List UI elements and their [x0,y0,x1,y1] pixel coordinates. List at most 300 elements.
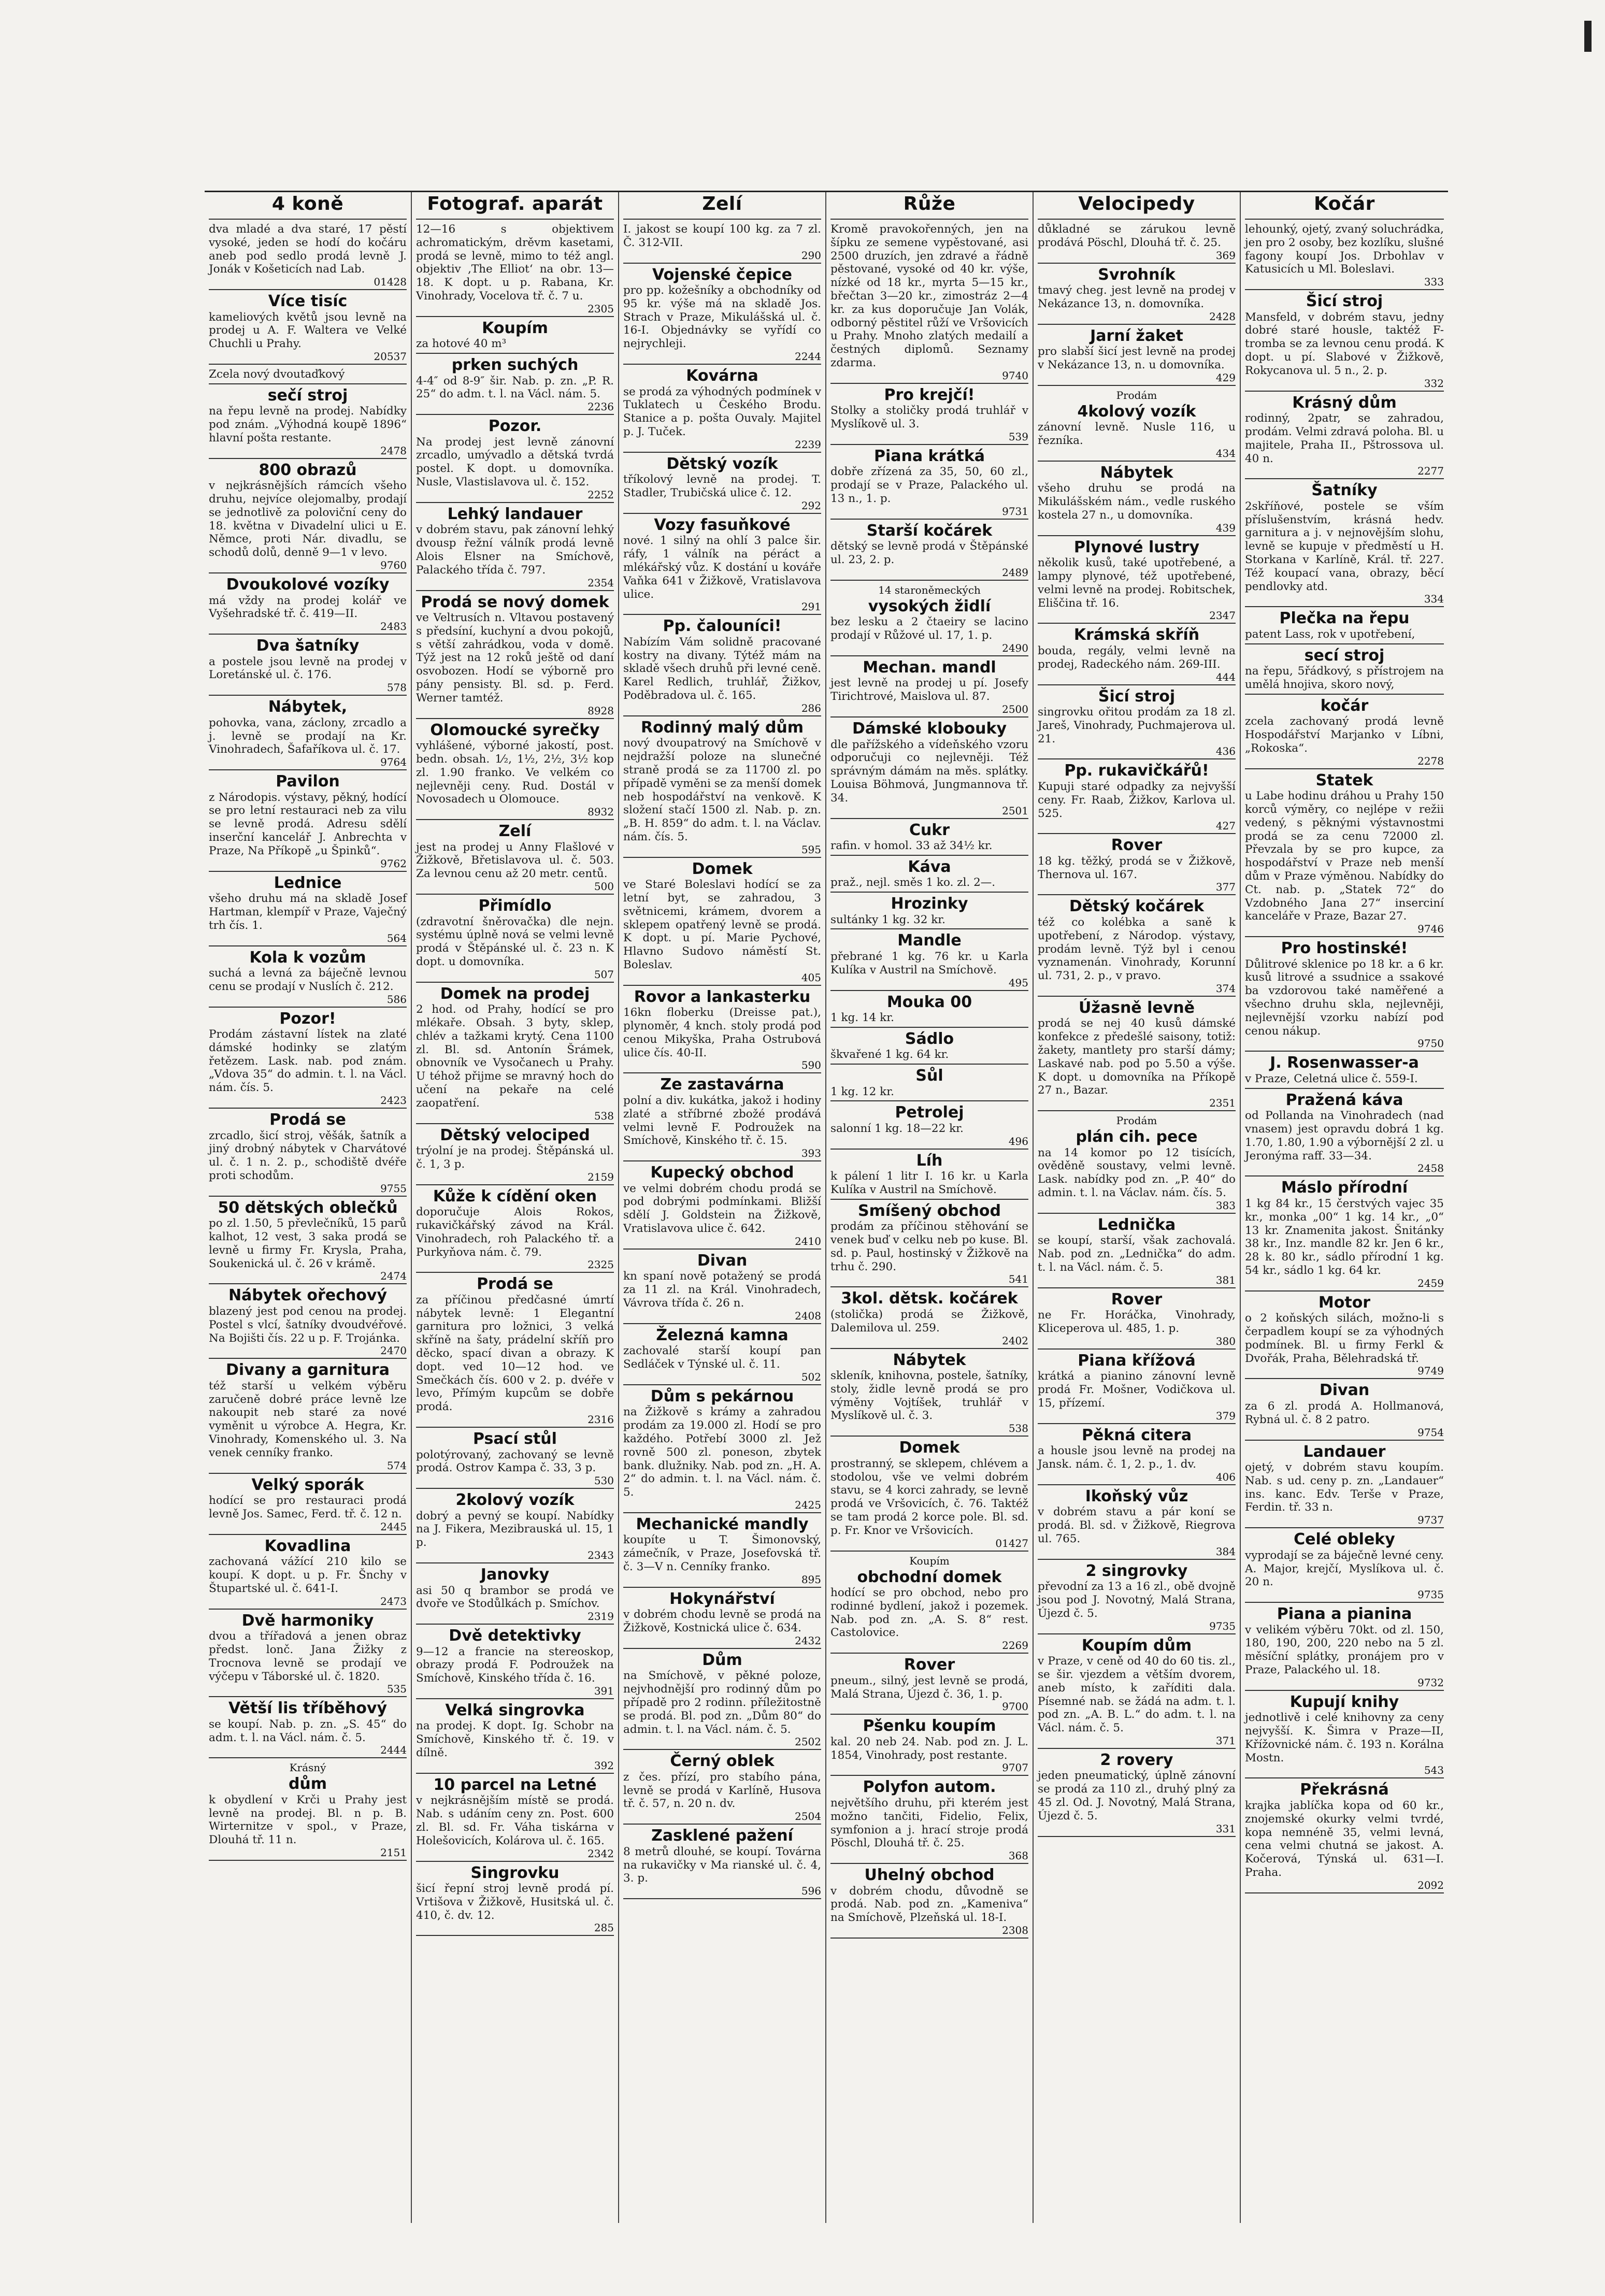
ad-code: 391 [594,1684,614,1697]
ad-code: 2432 [795,1634,821,1647]
ad-code: 285 [594,1921,614,1934]
ad-text: hodící se pro restauraci prodá levně Jos. Samec, Ferd. tř. č. 12 n. [209,1494,407,1520]
ad-title: Domek [899,1439,960,1457]
ad-text: 1 kg. 12 kr. [830,1085,894,1098]
classified-ad [830,448,1028,520]
ad-title: Kůže k cídění oken [433,1187,597,1206]
ad-code: 595 [801,843,821,856]
classified-ad [1038,223,1236,264]
ad-text: k obydlení v Krči u Prahy jest levně na prodej. Bl. n p. B. Wirternitze v spol., v Praze, Dlouhá tř. 11 n. [209,1793,407,1847]
ad-code: 291 [801,600,821,613]
classified-ad [209,1538,407,1610]
ad-code: 2473 [380,1595,407,1608]
ad-title: Jarní žaket [1090,326,1183,345]
ad-label: Prodám [1116,389,1157,401]
ad-code: 9737 [1417,1514,1444,1527]
classified-ad [1038,1000,1236,1111]
ad-text: se koupí, starší, však zachovalá. Nab. pod zn. „Lednička“ do adm. t. l. na Václ. nám. č. 5. [1038,1234,1236,1274]
ad-title: Rover [904,1656,955,1674]
ad-code: 380 [1215,1334,1236,1347]
ad-code: 377 [1215,881,1236,894]
ad-title: Olomoucké syrečky [430,721,600,739]
ad-title: Pšenku koupím [863,1717,996,1735]
ad-title: J. Rosenwasser-a [1270,1054,1419,1072]
ad-code: 379 [1215,1409,1236,1422]
ad-code: 2092 [1417,1878,1444,1891]
ad-text: (stolička) prodá se Žižkově, Dalemilova ul. 259. [830,1308,1028,1334]
ad-text: od Pollanda na Vinohradech (nad vnasem) jest opravdu dobrá 1 kg. 1.70, 1.80, 1.90 a výbornější 2 zl. u Jeronýma raff. 33—34. [1245,1109,1444,1163]
ad-title: Vozy fasuňkové [654,515,791,534]
classified-ad [830,1440,1028,1551]
ad-text: tříkolový levně na prodej. T. Stadler, Trubičská ulice č. 12. [623,473,821,500]
ad-title: Lednice [274,873,342,892]
ad-title: Psací stůl [473,1430,557,1448]
classified-ad [830,932,1028,991]
ad-text: I. jakost se koupí 100 kg. za 7 zl. Č. 312-VII. [623,223,821,249]
ad-title: Pozor. [488,417,542,436]
classified-ad [623,1253,821,1324]
ad-text: na řepu, 5řádkový, s přístrojem na umělá hnojiva, skoro nový, [1245,665,1444,692]
classified-ad [1245,482,1444,607]
column-2 [412,192,619,2223]
ad-code: 2502 [795,1735,821,1748]
ad-code: 2408 [795,1309,821,1322]
ad-text: prostranný, se sklepem, chlévem a stodolou, vše ve velmi dobrém stavu, se 4 korci zahrady, se levně prodá ve Vršovicích, č. 76. Taktéž se tam prodá 2 korce pole. Bl. sd. p. Fr. Knor ve Vršovicích. [830,1457,1028,1537]
ad-text: ve Staré Boleslavi hodící se za letní byt, se zahradou, 3 světnicemi, krámem, dvorem a sklepem opatřený levně se prodá. K dopt. u pí. Marie Pychové, Hlavno Sudovo náměstí St. Boleslav. [623,878,821,971]
ad-title: Svrohník [1098,265,1176,284]
classified-ad [416,1865,614,1936]
ad-title: Kupecký obchod [650,1164,794,1182]
ad-text: důkladné se zárukou levně prodává Pöschl, Dlouhá tř. č. 25. [1038,223,1236,249]
ad-code: 9762 [380,857,407,870]
ad-title: Pp. rukavičkářů! [1064,762,1209,780]
ad-code: 2474 [380,1270,407,1283]
ad-text: jeden pneumatický, úplně zánovní se prodá za 110 zl., druhý plný za 45 zl. Od. J. Novotný, Malá Strana, Újezd č. 5. [1038,1769,1236,1823]
ad-title: Velká singrovka [445,1701,585,1719]
ad-title: Janovky [480,1566,550,1584]
classified-ad [1245,217,1444,220]
classified-ad [209,388,407,459]
classified-ad [830,1290,1028,1348]
ad-text: 8 metrů dlouhé, se koupí. Továrna na rukavičky v Ma rianské ul. č. 4, 3. p. [623,1845,821,1885]
ad-text: sultánky 1 kg. 32 kr. [830,913,946,926]
ad-title: obchodní domek [857,1568,1002,1586]
classified-ad [416,722,614,820]
ad-text: rodinný, 2patr, se zahradou, prodám. Velmi zdravá poloha. Bl. u majitele, Praha II., Pštrossova ul. 40 n. [1245,412,1444,465]
classified-ad [1245,1055,1444,1088]
ad-code: 2269 [1002,1639,1028,1652]
classified-ad [1038,688,1236,760]
ad-title: Dětský kočárek [1069,897,1205,916]
ad-title: Cukr [909,821,950,839]
classified-ad [209,368,407,384]
ad-code: 9732 [1417,1676,1444,1689]
ad-code: 2402 [1002,1334,1028,1347]
ad-title: Statek [1315,771,1373,790]
classified-ad [416,1628,614,1699]
classified-ad [1038,627,1236,685]
classified-ad [209,1613,407,1698]
ad-text: 2skříňové, postele se vším příslušenstvím, krásná hedv. garnitura a j. v nejnovějším slohu, levně se kupuje v předměstí u H. Storkana v Karlíně, Král. tř. 227. Též koupací vana, obrazy, běcí pendlovky atd. [1245,499,1444,593]
ad-title: Kovárna [686,367,758,385]
classified-ad [1245,1180,1444,1291]
ad-title: Šicí stroj [1306,292,1383,311]
classified-ad [1245,223,1444,290]
ad-code: 895 [801,1573,821,1586]
ad-code: 332 [1424,377,1444,390]
ad-title: 4kolový vozík [1077,402,1196,421]
ad-text: k pálení 1 litr I. 16 kr. u Karla Kulíka v Austril na Smíchově. [830,1170,1028,1196]
ad-code: 9700 [1002,1700,1028,1713]
ad-text: u Labe hodinu dráhou u Prahy 150 korců výměry, co nejlépe v režii vedený, s pěknými výstavnostmi prodá se za cenu 72000 zl. Převzala by se pro kupce, za hospodářství v Praze neb menší dům v Praze výměnou. Nabídky do Ct. nab. p. „Statek 72“ do Vzdobného Jana 27“ inserciní kanceláře v Praze, Bazar 27. [1245,790,1444,923]
ad-text: v Praze, v ceně od 40 do 60 tis. zl., se šir. vjezdem a větším dvorem, aneb místo, k zaříditi dala. Písemné nab. se žádá na adm. t. l. pod zn. „A. B. L.“ do adm. t. l. na Václ. nám. č. 5. [1038,1655,1236,1735]
ad-text: za 6 zl. prodá A. Hollmanová, Rybná ul. č. 8 2 patro. [1245,1399,1444,1426]
ad-text: Kupuji staré odpadky za nejvyšší ceny. Fr. Raab, Žižkov, Karlova ul. 525. [1038,780,1236,820]
ad-title: Úžasně levně [1079,998,1195,1017]
ad-text: polní a div. kukátka, jakož i hodiny zlaté a stříbrné zbožé prodává velmi levně F. Podroužek na Smíchově, Kinského tř. č. 15. [623,1094,821,1147]
classified-ad [830,1555,1028,1654]
ad-title: prken suchých [451,356,579,375]
ad-title: Máslo přírodní [1281,1179,1408,1197]
ad-title: Landauer [1303,1442,1386,1461]
ad-code: 2305 [587,302,614,315]
classified-ad [209,1700,407,1758]
ad-code: 496 [1008,1135,1028,1147]
classified-ad [830,1867,1028,1939]
ad-code: 2410 [795,1235,821,1247]
ad-text: z čes. přízí, pro stabího pána, levně se prodá v Karlíně, Husova tř. č. 57, n. 20 n. dv. [623,1770,821,1811]
ad-title: Dámské klobouky [852,720,1007,738]
ad-text: jednotlivě i celé knihovny za ceny nejvyšší. K. Šimra v Praze—II, Křížovnické nám. č. 193 n. Korálna Mostn. [1245,1711,1444,1764]
classified-ad [209,293,407,365]
ad-text: v dobrém chodu levně se prodá na Žižkově, Kostnická ulice č. 634. [623,1608,821,1635]
classified-ad [1245,648,1444,695]
ad-code: 392 [594,1759,614,1772]
classified-ad [209,462,407,573]
ad-title: Dům [702,1651,742,1669]
ad-text: praž., nejl. směs 1 ko. zl. 2—. [830,876,996,889]
ad-label: Koupím [909,1554,950,1567]
column-5 [1034,192,1241,2223]
ad-title: Plynové lustry [1073,538,1200,556]
ad-text: vyprodají se za báječně levné ceny. A. Major, krejčí, Myslíkova ul. č. 20 n. [1245,1548,1444,1589]
ad-title: Domek na prodej [440,984,590,1003]
ad-text: ve velmi dobrém chodu prodá se pod dobrými podmínkami. Bližší sdělí J. Goldstein na Žižkově, Vratislavova ulice č. 642. [623,1182,821,1236]
ad-text: z Národopis. výstavy, pěkný, hodící se pro letní restauraci neb za vilu se levně prodá. Adresu sdělí inserční kancelář J. Anbrechta v Praze, Na Příkopě „u Špinků“. [209,791,407,857]
ad-title: 2kolový vozík [455,1491,575,1510]
ad-title: 2 singrovky [1085,1561,1188,1580]
classified-ad [623,720,821,858]
classified-ad [1245,610,1444,644]
classified-ad [1038,1752,1236,1837]
ad-text: dva mladé a dva staré, 17 pěstí vysoké, jeden se hodí do kočáru aneb pod sedlo prodá levně J. Jonák v Košeticích nad Lab. [209,223,407,276]
ad-code: 2504 [795,1810,821,1823]
classified-ad [623,618,821,716]
ad-title: Domek [692,859,753,878]
ad-title: dům [288,1775,327,1793]
classified-ad [1038,1563,1236,1634]
classified-ad [1245,1531,1444,1603]
ad-code: 381 [1215,1273,1236,1286]
ad-title: Uhelný obchod [864,1866,995,1885]
ad-text: tmavý cheg. jest levně na prodej v Nekázance 13, n. domovníka. [1038,284,1236,310]
ad-title: Pavilon [276,772,340,791]
ad-title: Singrovku [470,1863,560,1882]
ad-text: za příčinou předčasné úmrtí nábytek levně: 1 Elegantní garnitura pro ložnici, 3 velká skříně na šaty, prádelní skříň pro děcko, spací divan a obrazy. K dopt. ved 10—12 hod. ve Smečkách čís. 600 v 2. p. dvéře v levo, Přímým kupcům se dobře prodá. [416,1293,614,1414]
classified-ad [416,1702,614,1774]
ad-text: po zl. 1.50, 5 převlečníků, 15 parů kalhot, 12 vest, 3 saka prodá se levně u firmy Fr. Krysla, Praha, Soukenická ul. č. 26 v krámě. [209,1217,407,1270]
ad-text: několik kusů, také upotřebené, a lampy plynové, též upotřebené, velmi levně na prodej. Robitschek, Eliščina tř. 16. [1038,556,1236,610]
ad-code: 2347 [1209,609,1236,622]
ad-title: 800 obrazů [259,461,357,479]
ad-text: všeho druhu se prodá na Mikulášském nám., vedle ruského kostela 27 n., u domovníka. [1038,482,1236,522]
ad-code: 596 [801,1885,821,1898]
ad-code: 9749 [1417,1365,1444,1377]
classified-ad [623,1516,821,1588]
ad-title: Rover [1111,836,1163,855]
classified-columns [205,191,1448,2223]
ad-text: v dobrém stavu a pár koní se prodá. Bl. sd. v Žižkově, Riegrova ul. 765. [1038,1505,1236,1545]
ad-title: Starší kočárek [866,521,993,540]
classified-ad [1038,1353,1236,1424]
classified-ad [1038,763,1236,834]
ad-text: kameliových květů jsou levně na prodej u A. F. Waltera ve Velké Chuchli u Prahy. [209,310,407,351]
ad-title: sečí stroj [267,386,348,405]
ad-code: 434 [1215,447,1236,460]
ad-text: na prodej. K dopt. Ig. Schobr na Smíchově, Kinského tř. č. 19. v dílně. [416,1719,614,1760]
ad-code: 334 [1424,593,1444,606]
ad-text: se koupí. Nab. p. zn. „S. 45“ do adm. t. l. na Václ. nám. č. 5. [209,1717,407,1744]
classified-ad [1038,1114,1236,1214]
ad-title: Zasklené pažení [651,1827,793,1845]
classified-ad [1038,389,1236,462]
ad-text: kn spaní nově potažený se prodá za 11 zl. na Král. Vinohradech, Vávrova třída č. 26 n. [623,1270,821,1310]
ad-title: Šatníky [1311,481,1378,500]
ad-text: 2 hod. od Prahy, hodící se pro mlékaře. Obsah. 3 byty, sklep, chlév a tažkami krytý. Cena 1100 zl. Bl. sd. Antonín Šrámek, obnovník ve Vysočanech u Prahy. U téhož přijme se mravný hoch do učení na pekaře na celé zaopatření. [416,1003,614,1110]
classified-ad [623,1591,821,1649]
ad-title: Ikoňský vůz [1085,1487,1188,1505]
column-4 [826,192,1034,2223]
classified-ad [209,1112,407,1197]
classified-ad [1245,772,1444,937]
ad-title: Káva [908,857,951,876]
ad-text: na Smíchově, v pěkné poloze, nejvhodnější pro rodinný dům po případě pro 2 rodinn. příležitostně se prodá. Bl. pod zn. „Dům 80“ do admin. t. l. na Václ. nám. č. 5. [623,1669,821,1736]
ad-code: 530 [594,1474,614,1487]
ad-title: Smíšený obchod [857,1201,1001,1220]
classified-ad [623,217,821,220]
ad-code: 292 [801,499,821,512]
ad-text: blazený jest pod cenou na prodej. Postel s vlcí, šatníky dvoudvéřové. Na Bojišti čís. 22 u p. F. Trojánka. [209,1304,407,1345]
ad-code: 406 [1215,1470,1236,1483]
classified-ad [830,721,1028,819]
ad-title: Hrozinky [891,895,968,913]
ad-code: 374 [1215,982,1236,995]
ad-text: patent Lass, rok v upotřebení, [1245,627,1415,641]
ad-title: Prodá se [477,1275,553,1294]
classified-ad [623,989,821,1074]
ad-code: 538 [1008,1422,1028,1435]
ad-title: Piana krátká [873,447,985,465]
ad-code: 405 [801,971,821,984]
ad-title: Mechan. mandl [863,658,996,677]
ad-title: Rovor a lankasterku [634,987,811,1006]
ad-text: nový dvoupatrový na Smíchově v nejdražší poloze na slunečné straně prodá se za 11700 zl. po případě vyměni se za menší domek neb hospodářství na venkově. K složení stačí 1500 zl. Nab. p. zn. „B. H. 859“ do adm. t. l. na Václav. nám. čís. 5. [623,737,821,843]
classified-ad [209,217,407,220]
ad-code: 2459 [1417,1276,1444,1289]
ad-code: 2151 [380,1846,407,1859]
ad-text: pneum., silný, jest levně se prodá, Malá Strana, Újezd č. 36, 1. p. [830,1674,1028,1701]
ad-text: koupíte u T. Šimonovský, zámečník, v Praze, Josefovská tř. č. 3—V n. Cenníky franko. [623,1533,821,1573]
classified-ad [623,267,821,365]
ad-text: pro pp. kožešníky a obchodníky od 95 kr. výše má na skladě Jos. Strach v Praze, Mikulášská ul. č. 16-I. Objednávky se vyřídí co nejrychleji. [623,284,821,351]
ad-title: Mandle [897,931,962,950]
ad-code: 2159 [587,1170,614,1183]
ad-text: singrovku ořitou prodám za 18 zl. Jareš, Vinohrady, Puchmajerova ul. 21. [1038,706,1236,745]
classified-ad [1245,1295,1444,1380]
ad-title: Krásný dům [1292,393,1397,412]
ad-code: 9735 [1209,1619,1236,1632]
ad-title: Pro krejčí! [884,385,975,404]
ad-title: Piana a pianina [1277,1605,1412,1624]
ad-code: 538 [594,1109,614,1122]
ad-text: zánovní levně. Nusle 116, u řezníka. [1038,421,1236,448]
ad-code: 2458 [1417,1162,1444,1175]
ad-text: též co kolébka a saně k upotřebení, z Národop. výstavy, prodám levně. Týž byl i cenou vyznamenán. Vinohrady, Korunní ul. 731, 2. p., v pravo. [1038,915,1236,983]
ad-title: Nábytek [893,1351,966,1369]
ad-title: Líh [916,1151,943,1170]
ad-text: pro slabší šicí jest levně na prodej v Nekázance 13, n. u domovníka. [1038,345,1236,371]
classified-ad [416,594,614,719]
ad-text: suchá a levná za báječně levnou cenu se prodají v Nuslích č. 212. [209,967,407,993]
ad-code: 01428 [374,276,407,289]
ad-code: 535 [386,1683,407,1696]
classified-ad [1245,940,1444,1052]
ad-text: 4-4″ od 8-9″ šir. Nab. p. zn. „P. R. 25“ do adm. t. l. na Václ. nám. 5. [416,374,614,401]
ad-text: prodám za příčinou stěhování se venek buď v celku neb po kuse. Bl. sd. p. Paul, hostinský v Žižkově na trhu č. 290. [830,1220,1028,1273]
classified-ad [416,1276,614,1428]
ad-title: Petrolej [895,1103,964,1122]
classified-ad [416,1567,614,1625]
classified-ad [1038,837,1236,895]
ad-title: Rover [1111,1290,1163,1309]
classified-ad [623,1327,821,1385]
classified-ad [830,1718,1028,1776]
ad-text: dětský se levně prodá v Štěpánské ul. 23, 2. p. [830,540,1028,567]
classified-ad [623,1388,821,1513]
classified-ad [1038,1217,1236,1288]
column-heading: Kočár [1314,193,1375,214]
ad-title: Ze zastavárna [660,1075,784,1094]
classified-ad [416,823,614,895]
ad-title: Kola k vozům [249,948,366,967]
classified-ad [830,1779,1028,1864]
ad-label: Krásný [289,1761,326,1774]
column-heading: Fotograf. aparát [427,193,603,214]
classified-ad [209,875,407,946]
ad-title: Nábytek ořechový [228,1286,388,1305]
classified-ad [830,1657,1028,1715]
ad-code: 2343 [587,1549,614,1561]
classified-ad [623,1077,821,1161]
ad-text: v dobrém chodu, důvodně se prodá. Nab. pod zn. „Kameniva“ na Smíchově, Plzeňská ul. 18-I. [830,1884,1028,1925]
column-1 [205,192,412,2223]
ad-code: 586 [386,993,407,1006]
ad-title: Piana křížová [1078,1351,1196,1370]
ad-text: nové. 1 silný na ohlí 3 palce šir. ráfy, 1 válník na péráct a mlékářský vůz. K dostání u kováře Vaňka 641 v Žižkově, Vratislavova ulice. [623,534,821,601]
ad-text: krátká a pianino zánovní levně prodá Fr. Mošner, Vodičkova ul. 15, přízemí. [1038,1370,1236,1410]
classified-ad [830,1068,1028,1101]
classified-ad [830,387,1028,445]
ad-title: Celé obleky [1294,1530,1395,1549]
ad-code: 495 [1008,976,1028,989]
ad-text: 18 kg. těžký, prodá se v Žižkově, Thernova ul. 167. [1038,854,1236,881]
ad-title: Sůl [915,1067,943,1085]
classified-ad [416,1188,614,1273]
ad-text: 16kn floberku (Dreisse pat.), plynoměr, 4 knch. stoly prodá pod cenou Mikyška, Praha Ostrubová ulice čís. 40-II. [623,1006,821,1059]
ad-text: kal. 20 neb 24. Nab. pod zn. J. L. 1854, Vinohrady, post restante. [830,1735,1028,1762]
classified-ad [209,773,407,871]
ad-text: převodní za 13 a 16 zl., obě dvojně jsou pod J. Novotný, Malá Strana, Újezd č. 5. [1038,1580,1236,1620]
ad-title: Motor [1318,1293,1371,1312]
ad-text: polotýrovaný, zachovaný se levně prodá. Ostrov Kampa č. 33, 3 p. [416,1448,614,1475]
classified-ad [830,1031,1028,1065]
classified-ad [1038,539,1236,624]
ad-title: Rodinný malý dům [640,718,804,737]
ad-code: 427 [1215,820,1236,833]
ad-text: 9—12 a francie na stereoskop, obrazy prodá F. Podroužek na Smíchově, Kinského třída č. 16. [416,1645,614,1685]
ad-title: Šicí stroj [1098,687,1176,706]
classified-ad [1245,1382,1444,1440]
ad-code: 502 [801,1370,821,1383]
classified-ad [1245,698,1444,769]
classified-ad [623,1652,821,1750]
ad-text: 1 kg. 14 kr. [830,1011,894,1024]
ad-code: 500 [594,880,614,893]
ad-code: 20537 [374,350,407,363]
ad-text: v nejkrásnějších rámcích všeho druhu, nejvíce olejomalby, prodají se jednotlivě za poloviční ceny do 18. května v Divadelní ulici u E. Němce, proti Nár. divadlu, se schodů dolů, denně 9—1 v levo. [209,479,407,559]
classified-ad [1038,1292,1236,1350]
ad-code: 543 [1424,1764,1444,1777]
ad-text: ojetý, v dobrém stavu koupím. Nab. s ud. ceny p. zn. „Landauer“ ins. kanc. Edv. Terše v Praze, Ferdin. tř. 33 n. [1245,1461,1444,1514]
classified-ad [623,223,821,264]
classified-ad [623,1828,821,1899]
ad-code: 9746 [1417,923,1444,936]
ad-title: Vojenské čepice [652,265,792,284]
classified-ad [1245,1606,1444,1691]
ad-title: Krámská skříň [1073,626,1200,644]
ad-title: Prodá se [269,1111,346,1129]
ad-text: dvou a třířadová a jenen obraz předst. lonč. Jana Žižky z Trocnova levně se prodají ve výčepu v Táborské ul. č. 1820. [209,1630,407,1683]
ad-text: se prodá za výhodných podmínek v Tuklatech u Českého Brodu. Stanice a p. pošta Ouvaly. Majitel p. J. Tuček. [623,385,821,438]
ad-text: hodící se pro obchod, nebo pro rodinné bydlení, jakož i pozemek. Nab. pod zn. „A. S. 8“ rest. Castolovice. [830,1586,1028,1640]
ad-text: dobře zřízená za 35, 50, 60 zl., prodají se v Praze, Palackého ul. 13 n., 1. p. [830,465,1028,505]
ad-title: Prodá se nový domek [421,593,609,611]
ad-code: 2489 [1002,566,1028,579]
ad-code: 2244 [795,350,821,363]
classified-ad [209,1761,407,1861]
ad-code: 371 [1215,1734,1236,1747]
ad-code: 383 [1215,1199,1236,1212]
ad-title: Dětský vozík [666,454,778,473]
ad-code: 507 [594,968,614,981]
ad-title: Větší lis tříběhový [228,1699,388,1718]
ad-code: 01427 [995,1537,1028,1549]
ad-text: zcela zachovaný prodá levně Hospodářství Marjanko v Líbni, „Rokoska“. [1245,715,1444,755]
ad-text: (zdravotní šněrovačka) dle nejn. systému úplně nová se velmi levně prodá v Štěpánské ul. č. 23 n. K dopt. u domovníka. [416,915,614,968]
classified-ad [623,456,821,514]
ad-code: 8932 [587,806,614,819]
ad-code: 2478 [380,444,407,457]
